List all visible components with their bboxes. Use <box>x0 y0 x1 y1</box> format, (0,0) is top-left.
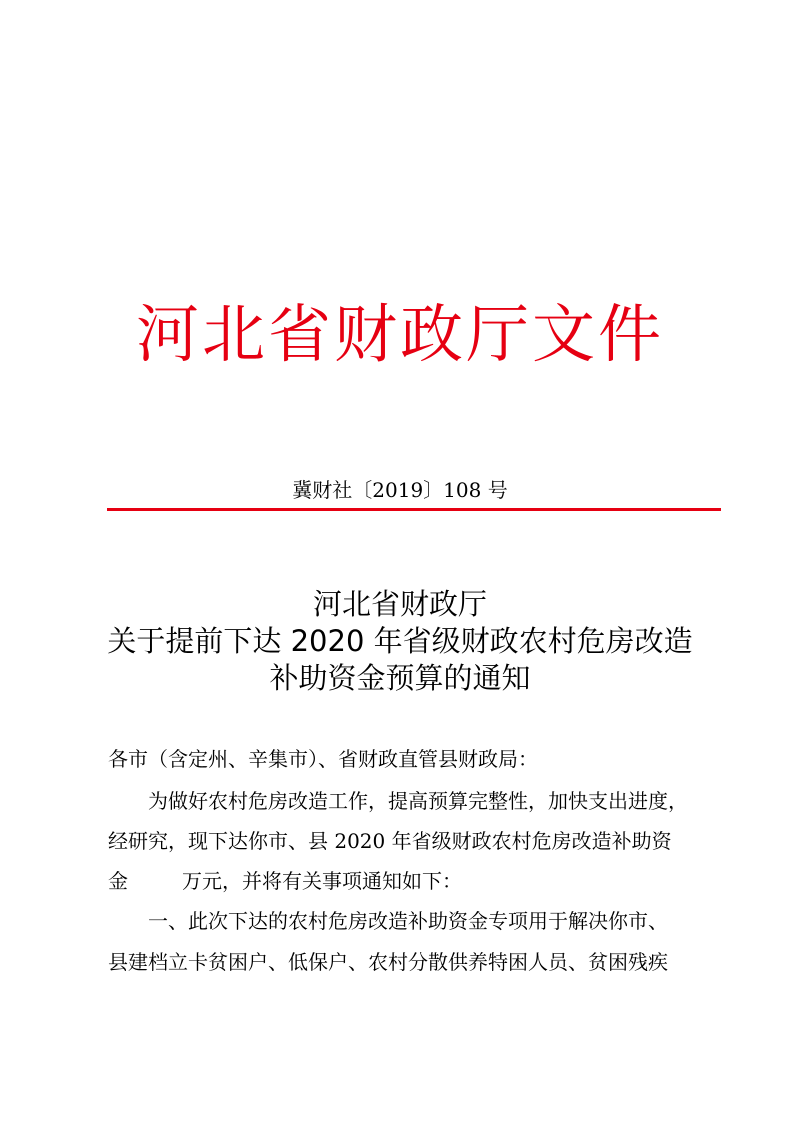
document-title-line-1: 河北省财政厅 <box>312 587 487 621</box>
document-title-line-3: 补助资金预算的通知 <box>269 661 531 695</box>
paragraph-2-line-2: 县建档立卡贫困户、低保户、农村分散供养特困人员、贫困残疾 <box>108 950 668 974</box>
document-number: 冀财社〔2019〕108 号 <box>292 478 508 502</box>
paragraph-1-line-1: 为做好农村危房改造工作，提高预算完整性，加快支出进度， <box>148 789 688 813</box>
paragraph-1-line-3-start: 金 <box>108 869 128 893</box>
paragraph-1-line-3-end: 万元，并将有关事项通知如下： <box>182 869 462 893</box>
addressee-line: 各市（含定州、辛集市）、省财政直管县财政局： <box>108 747 538 771</box>
red-header-title: 河北省财政厅文件 <box>136 298 664 371</box>
paragraph-1-line-3 <box>108 866 462 896</box>
paragraph-2-line-1: 一、此次下达的农村危房改造补助资金专项用于解决你市、 <box>148 909 668 933</box>
document-title-line-2: 关于提前下达 2020 年省级财政农村危房改造 <box>107 624 693 658</box>
paragraph-1-line-2: 经研究，现下达你市、县 2020 年省级财政农村危房改造补助资 <box>108 829 672 853</box>
red-separator-line <box>107 508 721 511</box>
